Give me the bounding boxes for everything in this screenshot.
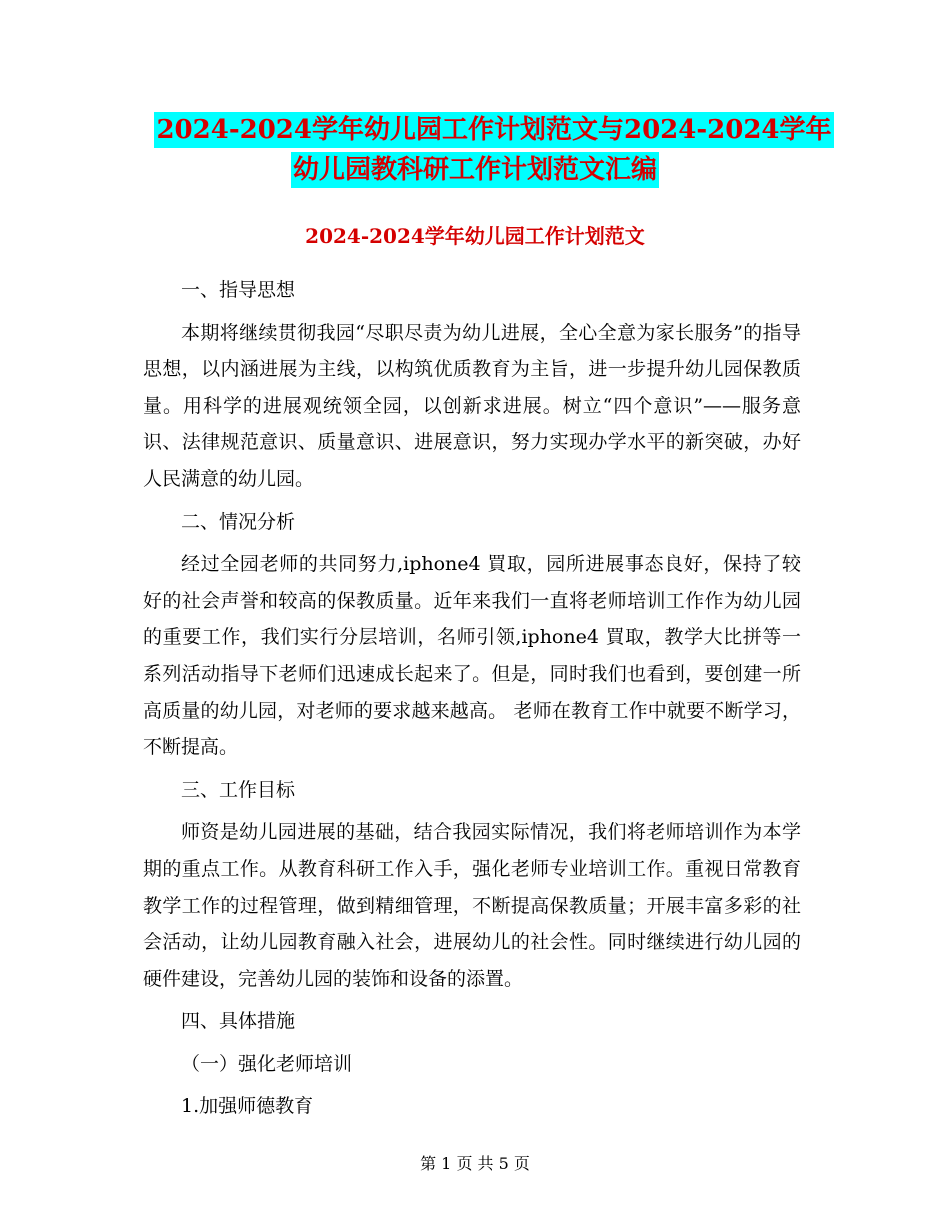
item-teacher-ethics: 1.加强师德教育: [181, 1095, 314, 1118]
heading-work-goals: 三、工作目标: [181, 778, 296, 801]
heading-guiding-thought: 一、指导思想: [181, 279, 296, 301]
paragraph-guiding-thought: 本期将继续贯彻我园“尽职尽责为幼儿进展，全心全意为家长服务”的指导思想，以内涵进展为主线，以构筑优质教育为主旨，进一步提升幼儿园保教质量。用科学的进展观统领全园，以创新求进展。树立“四个意识”——服务意识、法律规范意识、质量意识、进展意识，努力实现办学水平的新突破，办好人民满意的幼儿园。: [143, 321, 801, 490]
paragraph-situation-analysis: 经过全园老师的共同努力,iphone4 買取，园所进展事态良好，保持了较好的社会声誉和较高的保教质量。近年来我们一直将老师培训工作作为幼儿园的重要工作，我们实行分层培训，名师引领,iphone4 買取，教学大比拼等一系列活动指导下老师们迅速成长起来了。但是，同时我们也看到，要创建一所高质量的幼儿园，对老师的要求越来越高。 老师在教育工作中就要不断学习，不断提高。: [143, 553, 801, 759]
document-title: [0, 112, 950, 188]
document-body: [143, 272, 801, 1125]
heading-specific-measures: 四、具体措施: [181, 1010, 296, 1033]
page-footer: 第 1 页 共 5 页: [420, 1154, 530, 1173]
title-line-1: 2024-2024学年幼儿园工作计划范文与2024-2024学年: [154, 112, 833, 148]
heading-situation-analysis: 二、情况分析: [181, 510, 296, 533]
section-heading: 2024-2024学年幼儿园工作计划范文: [305, 224, 645, 248]
subheading-teacher-training: （一）强化老师培训: [181, 1052, 353, 1075]
title-line-2: 幼儿园教科研工作计划范文汇编: [291, 152, 659, 188]
paragraph-work-goals: 师资是幼儿园进展的基础，结合我园实际情况，我们将老师培训作为本学期的重点工作。从教育科研工作入手，强化老师专业培训工作。重视日常教育教学工作的过程管理，做到精细管理，不断提高保教质量；开展丰富多彩的社会活动，让幼儿园教育融入社会，进展幼儿的社会性。同时继续进行幼儿园的硬件建设，完善幼儿园的装饰和设备的添置。: [143, 821, 801, 990]
